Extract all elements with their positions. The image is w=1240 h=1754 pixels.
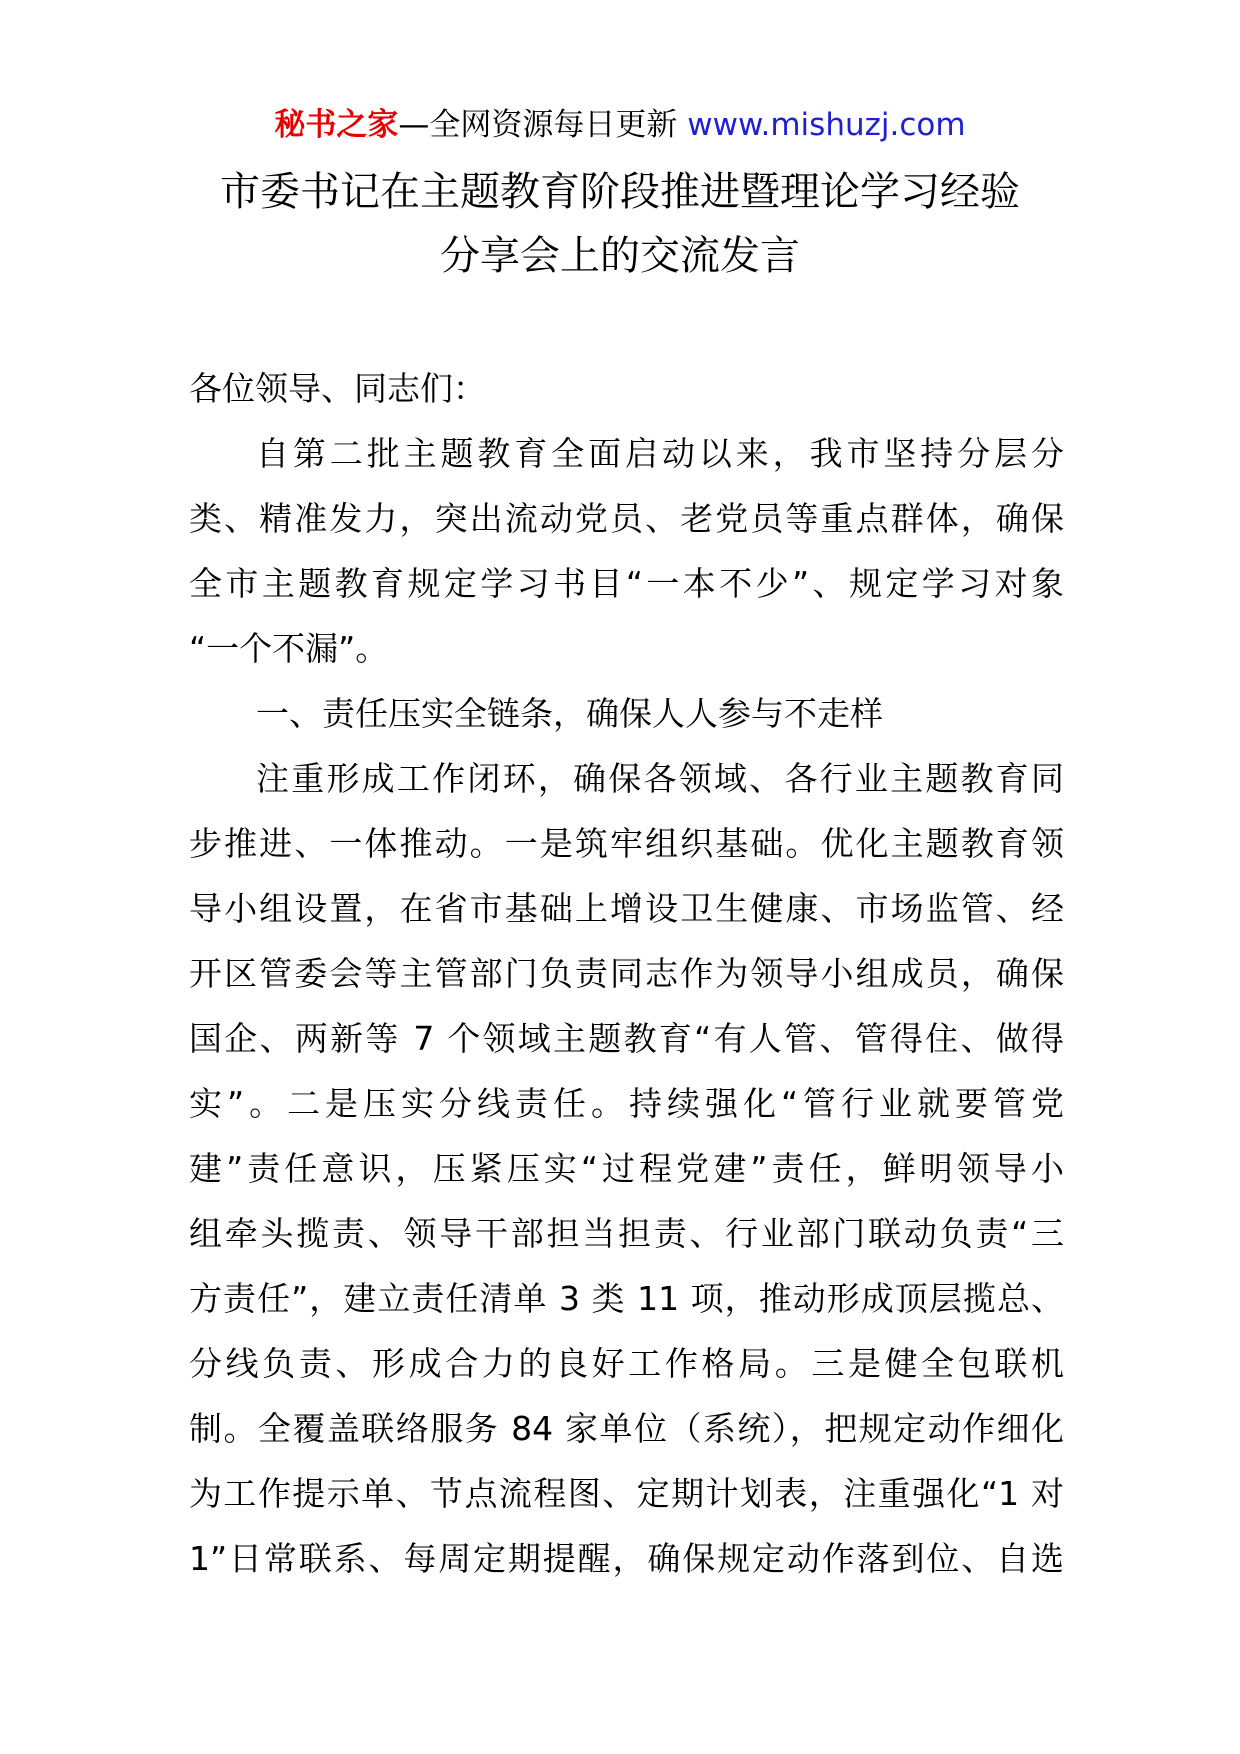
header-tagline: —全网资源每日更新	[398, 107, 688, 143]
title-line-2: 分享会上的交流发言	[440, 233, 800, 279]
paragraph-line: 方责任”，建立责任清单 3 类 11 项，推动形成顶层揽总、	[189, 1279, 1064, 1318]
section-heading: 一、责任压实全链条，确保人人参与不走样	[256, 694, 883, 733]
website-link[interactable]: www.mishuzj.com	[687, 107, 966, 143]
paragraph-line: 类、精准发力，突出流动党员、老党员等重点群体，确保	[189, 499, 1064, 538]
document-body	[189, 356, 1064, 1591]
paragraph-line: 步推进、一体推动。一是筑牢组织基础。优化主题教育领	[189, 824, 1064, 863]
paragraph-line: 1”日常联系、每周定期提醒，确保规定动作落到位、自选	[189, 1539, 1064, 1578]
paragraph-line: 国企、两新等 7 个领域主题教育“有人管、管得住、做得	[189, 1019, 1064, 1058]
paragraph-line: 导小组设置，在省市基础上增设卫生健康、市场监管、经	[189, 889, 1064, 928]
salutation: 各位领导、同志们：	[189, 369, 486, 408]
paragraph-line: 注重形成工作闭环，确保各领域、各行业主题教育同	[256, 759, 1064, 798]
source-header	[0, 102, 1240, 148]
paragraph-line: “一个不漏”。	[189, 629, 389, 668]
paragraph-line: 自第二批主题教育全面启动以来，我市坚持分层分	[256, 434, 1064, 473]
brand-name: 秘书之家	[274, 107, 399, 143]
paragraph-line: 实”。二是压实分线责任。持续强化“管行业就要管党	[189, 1084, 1064, 1123]
paragraph-line: 分线负责、形成合力的良好工作格局。三是健全包联机	[189, 1344, 1064, 1383]
paragraph-line: 开区管委会等主管部门负责同志作为领导小组成员，确保	[189, 954, 1064, 993]
paragraph-line: 全市主题教育规定学习书目“一本不少”、规定学习对象	[189, 564, 1064, 603]
paragraph-line: 制。全覆盖联络服务 84 家单位（系统），把规定动作细化	[189, 1409, 1064, 1448]
paragraph-line: 组牵头揽责、领导干部担当担责、行业部门联动负责“三	[189, 1214, 1064, 1253]
paragraph-line: 建”责任意识，压紧压实“过程党建”责任，鲜明领导小	[189, 1149, 1064, 1188]
paragraph-line: 为工作提示单、节点流程图、定期计划表，注重强化“1 对	[189, 1474, 1064, 1513]
document-title	[0, 160, 1240, 288]
title-line-1: 市委书记在主题教育阶段推进暨理论学习经验	[220, 169, 1020, 215]
